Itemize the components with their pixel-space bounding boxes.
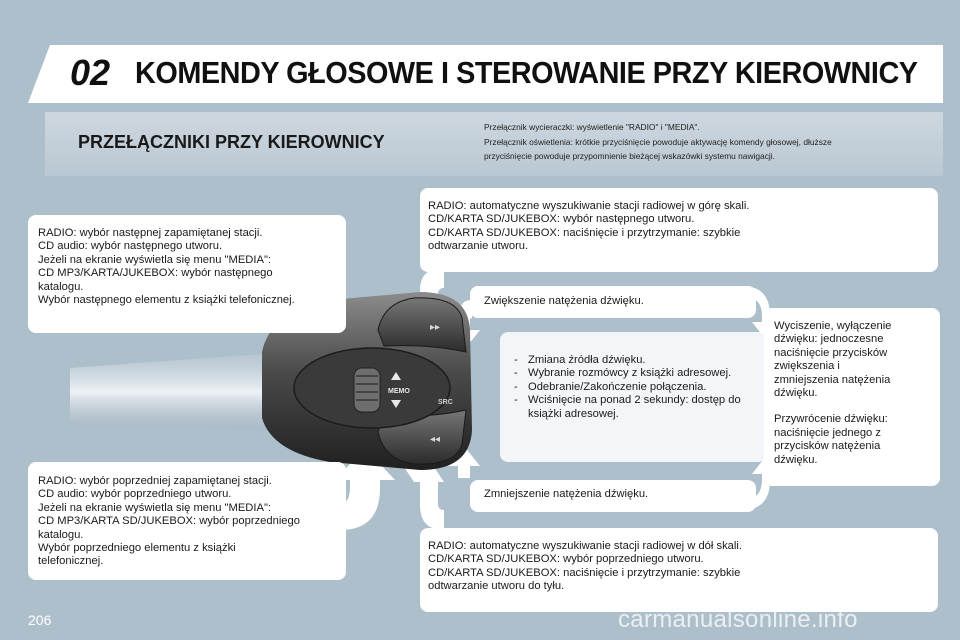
- callout-line: Wybór poprzedniego elementu z książki: [38, 542, 236, 555]
- callout-line: Wybór następnego elementu z książki telefonicznej.: [38, 294, 295, 307]
- callout-line: CD/KARTA SD/JUKEBOX: wybór następnego utworu.: [428, 213, 695, 226]
- intro-line: Przełącznik wycieraczki: wyświetlenie "RADIO" i "MEDIA".: [484, 122, 700, 132]
- callout-line: Jeżeli na ekranie wyświetla się menu "MEDIA":: [38, 253, 272, 266]
- list-item: - Odebranie/Zakończenie połączenia.: [512, 381, 760, 394]
- callout-mute: [764, 308, 940, 486]
- callout-line: katalogu.: [38, 528, 84, 541]
- chapter-number: 02: [70, 52, 111, 93]
- callout-line: dźwięku: jednoczesne: [774, 333, 884, 346]
- callout-volume-down: [470, 480, 756, 512]
- memo-label: MEMO: [388, 388, 410, 395]
- callout-line: Zmniejszenie natężenia dźwięku.: [484, 488, 649, 500]
- list-item: - Wciśnięcie na ponad 2 sekundy: dostęp do książki adresowej.: [512, 394, 760, 421]
- watermark: carmanualsonline.info: [618, 606, 858, 633]
- list-item: - Wybranie rozmówcy z książki adresowej.: [512, 367, 760, 380]
- callout-seek-up: [420, 188, 938, 272]
- rewind-symbol: ◂◂: [430, 434, 441, 445]
- callout-line: dźwięku.: [774, 453, 818, 466]
- callout-line: naciśnięcie jednego z: [774, 426, 881, 439]
- callout-line: CD MP3/KARTA/JUKEBOX: wybór następnego: [38, 267, 273, 280]
- callout-line: Zwiększenie natężenia dźwięku.: [484, 295, 644, 307]
- callout-line: dźwięku.: [774, 387, 818, 400]
- callout-line: Przywrócenie dźwięku:: [774, 413, 888, 426]
- callout-line: zmniejszenia natężenia: [774, 373, 891, 386]
- forward-symbol: ▸▸: [430, 322, 441, 333]
- callout-line: telefonicznej.: [38, 555, 104, 568]
- callout-line: RADIO: wybór następnej zapamiętanej stacji.: [38, 227, 263, 239]
- callout-line: odtwarzanie utworu.: [428, 240, 529, 253]
- thumb-wheel: [354, 368, 380, 412]
- callout-line: CD audio: wybór następnego utworu.: [38, 240, 223, 253]
- callout-prev-preset: [28, 462, 346, 580]
- callout-line: RADIO: wybór poprzedniej zapamiętanej stacji.: [38, 475, 272, 487]
- callout-line: CD/KARTA SD/JUKEBOX: wybór poprzedniego utworu.: [428, 553, 704, 566]
- section-title: PRZEŁĄCZNIKI PRZY KIEROWNICY: [78, 132, 385, 152]
- chapter-title: KOMENDY GŁOSOWE I STEROWANIE PRZY KIEROWNICY: [135, 55, 918, 90]
- callout-line: CD audio: wybór poprzedniego utworu.: [38, 488, 232, 501]
- callout-line: Wyciszenie, wyłączenie: [774, 320, 892, 332]
- callout-line: zwiększenia i: [774, 360, 840, 373]
- callout-seek-down: [420, 528, 938, 612]
- callout-line: RADIO: automatyczne wyszukiwanie stacji radiowej w dół skali.: [428, 540, 742, 552]
- callout-line: odtwarzanie utworu do tyłu.: [428, 580, 565, 593]
- callout-line: RADIO: automatyczne wyszukiwanie stacji radiowej w górę skali.: [428, 200, 750, 212]
- source-list: [512, 354, 760, 421]
- callout-next-preset: [28, 215, 346, 333]
- stalk-shaft: [70, 352, 290, 432]
- callout-line: naciśnięcie przycisków: [774, 346, 888, 359]
- intro-line: Przełącznik oświetlenia: krótkie przyciśnięcie powoduje aktywację komendy głosowej, dłuższe: [484, 136, 832, 147]
- intro-line: przyciśnięcie powoduje przypomnienie bieżącej wskazówki systemu nawigacji.: [484, 151, 775, 161]
- page-number: 206: [28, 612, 52, 628]
- callout-line: CD/KARTA SD/JUKEBOX: naciśnięcie i przytrzymanie: szybkie: [428, 226, 741, 239]
- callout-line: przycisków natężenia: [774, 440, 881, 453]
- callout-line: katalogu.: [38, 280, 84, 293]
- list-item: - Zmiana źródła dźwięku.: [512, 354, 760, 367]
- callout-line: CD MP3/KARTA SD/JUKEBOX: wybór poprzedniego: [38, 515, 300, 528]
- callout-line: Jeżeli na ekranie wyświetla się menu "MEDIA":: [38, 501, 272, 514]
- src-label: SRC: [438, 399, 453, 406]
- callout-source: [500, 332, 766, 462]
- callout-line: CD/KARTA SD/JUKEBOX: naciśnięcie i przytrzymanie: szybkie: [428, 566, 741, 579]
- callout-volume-up: [470, 286, 756, 318]
